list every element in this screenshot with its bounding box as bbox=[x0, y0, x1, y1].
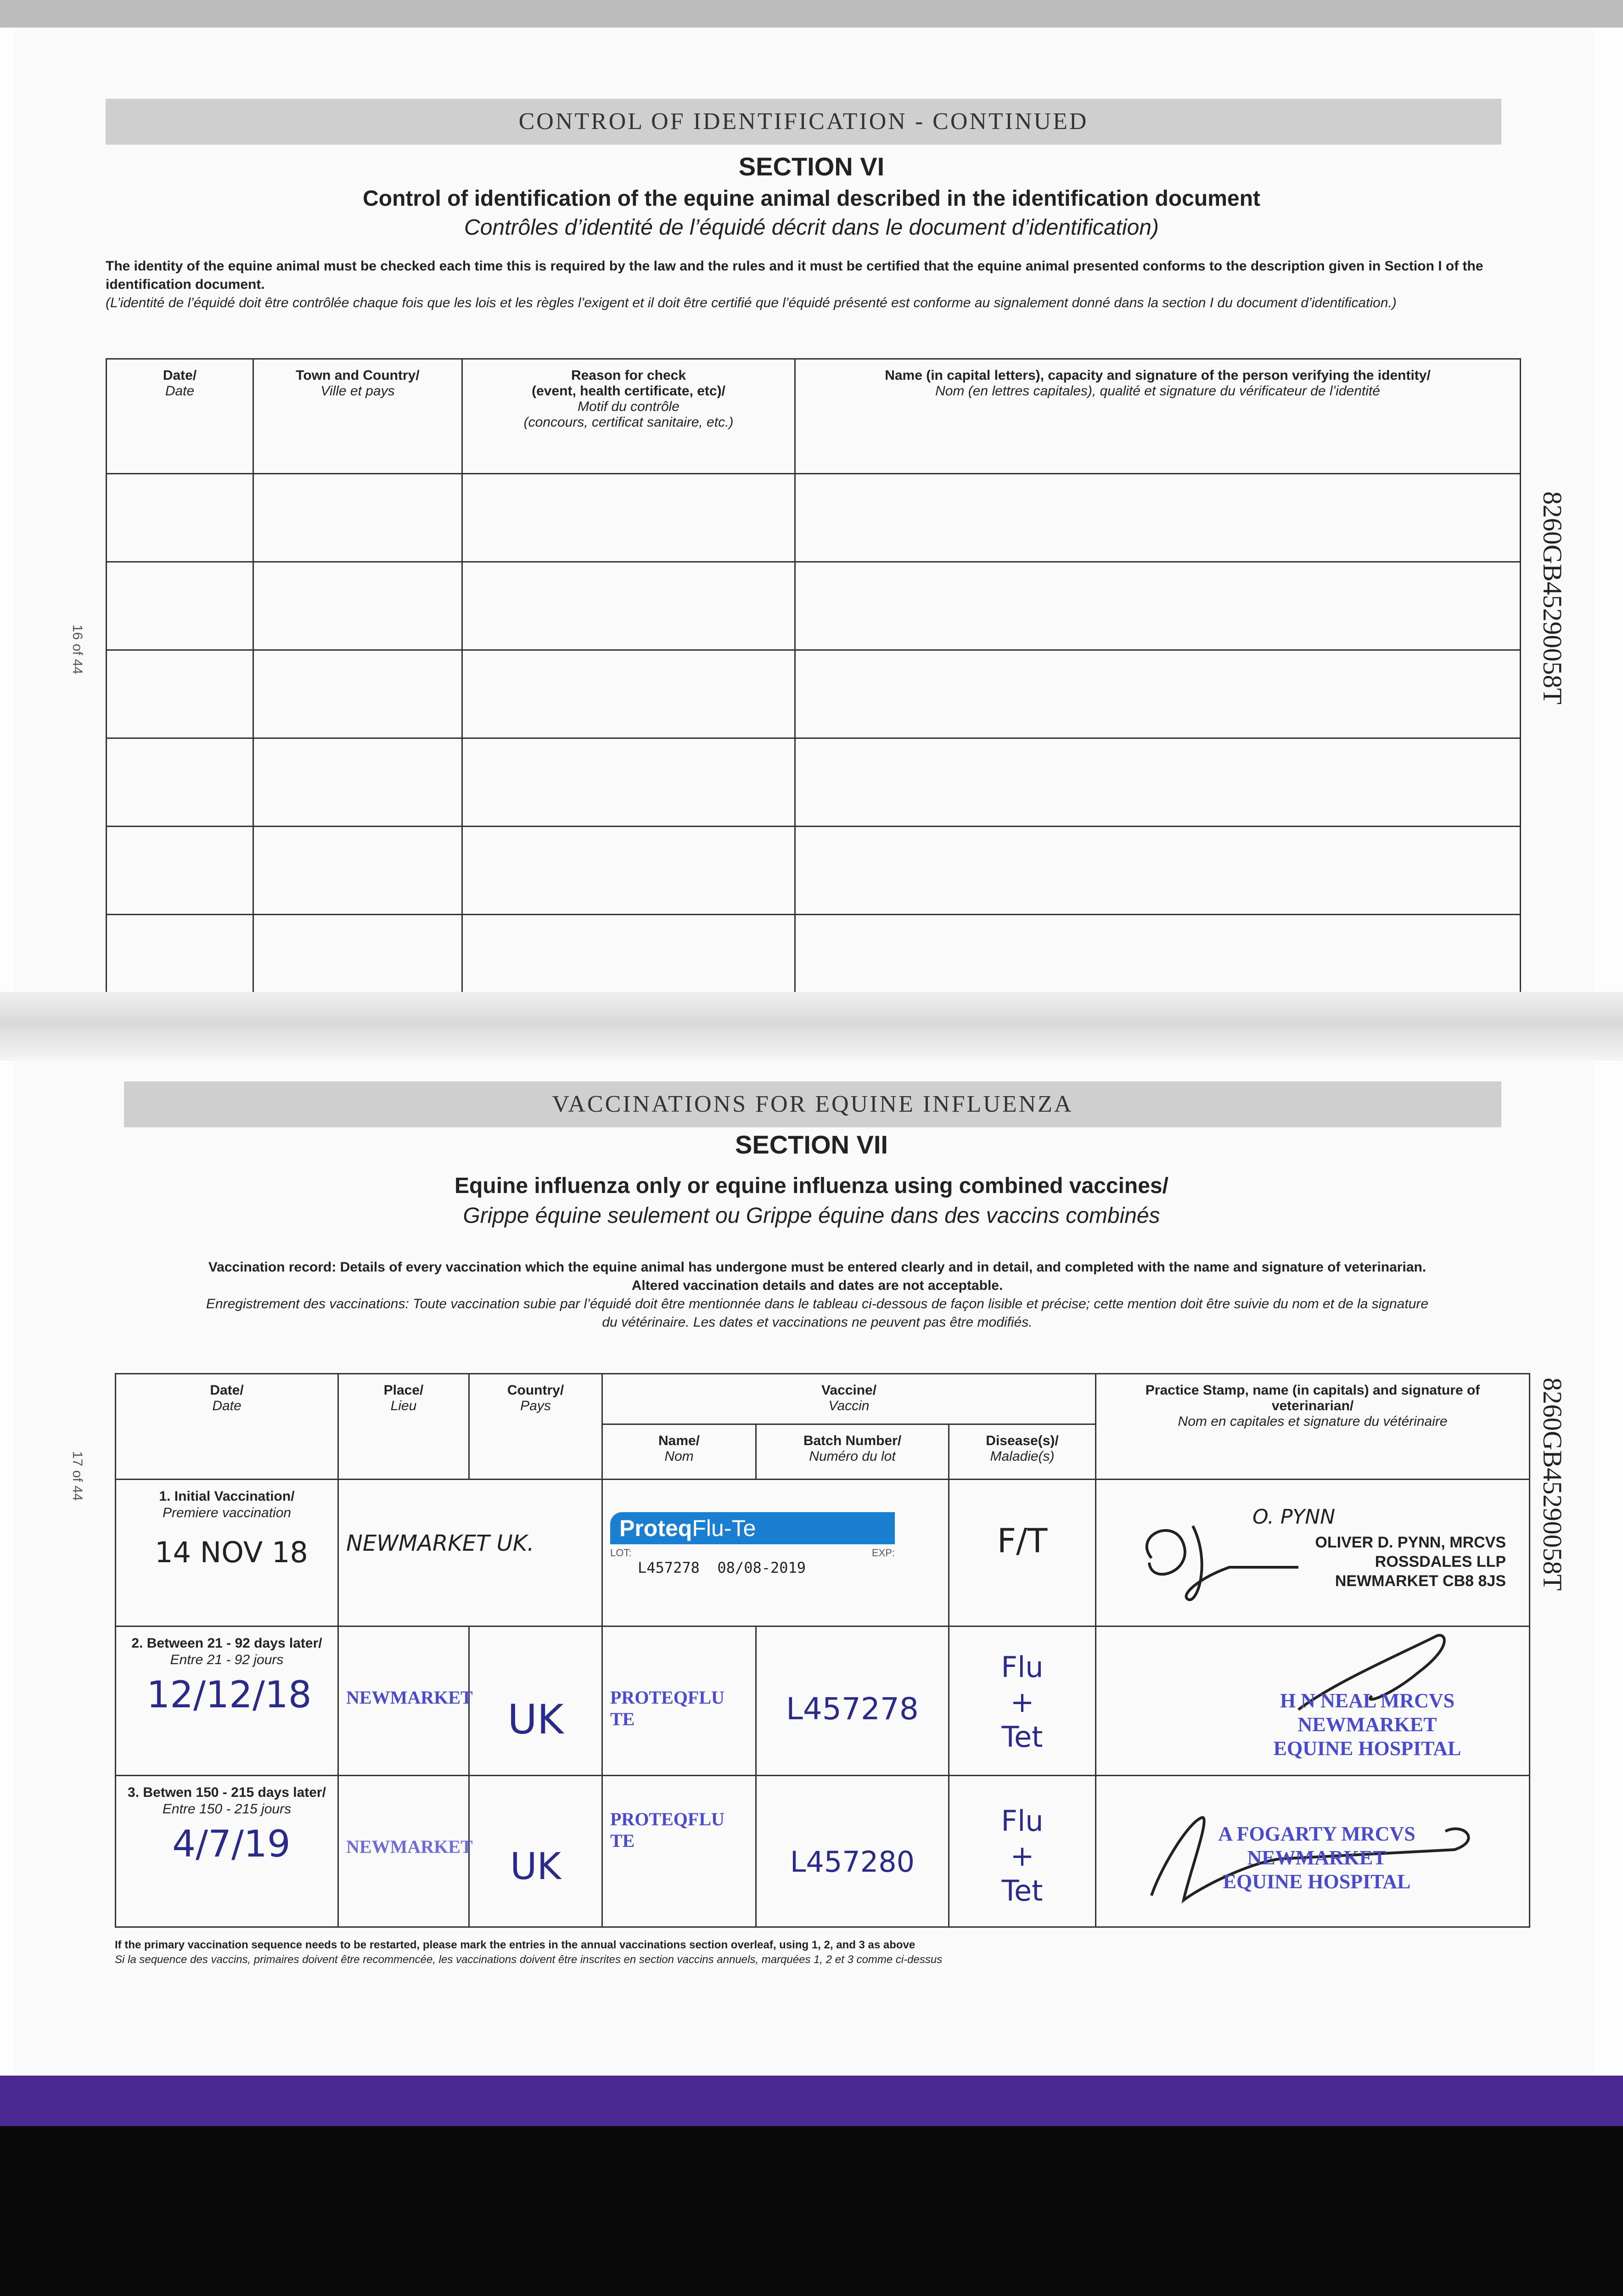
section-vi-intro bbox=[106, 257, 1501, 312]
row-2-country: UK bbox=[507, 1696, 564, 1743]
vaccination-row-3 bbox=[116, 1776, 1530, 1927]
intro-fr-1: Enregistrement des vaccinations: Toute vaccination subie par l’équidé doit être mentionnée dans le tableau ci-dessous de façon lisible et précise; cette mention doit être suivie du nom et de la signature bbox=[206, 1296, 1429, 1311]
row-3-date: 4/7/19 bbox=[172, 1823, 291, 1865]
intro-fr: (L’identité de l’équidé doit être contrôlée chaque fois que les lois et les règles l’exigent et il doit être certifié que l’équidé présenté est conforme au signalement donné dans la section I du document d’identification.) bbox=[106, 295, 1397, 310]
page-top-edge bbox=[0, 0, 1623, 28]
col-date: Date/ Date bbox=[116, 1374, 338, 1480]
col-place: Place/ Lieu bbox=[338, 1374, 469, 1480]
page-number-17: 17 of 44 bbox=[70, 1451, 85, 1501]
row-1-stamp-cell bbox=[1096, 1480, 1530, 1626]
row-1-signed-name: O. PYNN bbox=[1252, 1505, 1336, 1529]
row-1-place-cell bbox=[338, 1480, 602, 1626]
row-3-batch-cell bbox=[756, 1776, 949, 1927]
cover-edge bbox=[0, 2076, 1623, 2126]
row-3-disease: Flu + Tet bbox=[1001, 1804, 1044, 1908]
row-2-stamp: H N NEAL MRCVS NEWMARKET EQUINE HOSPITAL bbox=[1273, 1689, 1461, 1760]
scan-background bbox=[0, 2126, 1623, 2296]
identity-table-header bbox=[107, 359, 1521, 474]
section-vi-banner: CONTROL OF IDENTIFICATION - CONTINUED bbox=[106, 99, 1501, 145]
row-3-stamp: A FOGARTY MRCVS NEWMARKET EQUINE HOSPITAL bbox=[1218, 1823, 1415, 1893]
row-3-place-cell bbox=[338, 1776, 473, 1927]
section-vii-intro bbox=[110, 1258, 1524, 1332]
identity-row bbox=[107, 650, 1521, 738]
col-town-country: Town and Country/ Ville et pays bbox=[253, 359, 462, 474]
section-vii-title: SECTION VII bbox=[735, 1130, 888, 1159]
row-1-vaccine-sticker: ProteqFlu-Te LOT: EXP: L457278 08/08-2019 bbox=[602, 1480, 949, 1626]
col-disease: Disease(s)/ Maladie(s) bbox=[949, 1424, 1096, 1480]
intro-en-1: Vaccination record: Details of every vaccination which the equine animal has undergone must be entered clearly and in detail, and completed with the name and signature of veterinarian. bbox=[208, 1260, 1426, 1275]
col-date: Date/ Date bbox=[107, 359, 253, 474]
identity-row bbox=[107, 562, 1521, 650]
row-3-disease-cell bbox=[949, 1776, 1096, 1927]
row-1-place: NEWMARKET UK. bbox=[346, 1531, 534, 1556]
row-2-date-cell bbox=[116, 1626, 338, 1776]
intro-en: The identity of the equine animal must be checked each time this is required by the law and the rules and it must be certified that the equine animal presented conforms to the description given in Section I of the identification document. bbox=[106, 259, 1483, 292]
vaccination-row-1 bbox=[116, 1480, 1530, 1626]
row-2-country-cell bbox=[469, 1626, 602, 1776]
col-reason: Reason for check (event, health certificate, etc)/ Motif du contrôle (concours, certificat sanitaire, etc.) bbox=[462, 359, 795, 474]
row-3-label-fr: Entre 150 - 215 jours bbox=[162, 1801, 292, 1817]
section-vi-title: SECTION VI bbox=[738, 152, 885, 181]
col-batch-number: Batch Number/ Numéro du lot bbox=[756, 1424, 949, 1480]
identity-row bbox=[107, 474, 1521, 562]
row-2-batch-cell bbox=[756, 1626, 949, 1776]
identity-row bbox=[107, 738, 1521, 827]
section-vii-banner: VACCINATIONS FOR EQUINE INFLUENZA bbox=[124, 1081, 1501, 1127]
row-1-disease: F/T bbox=[997, 1521, 1048, 1560]
footnote-en: If the primary vaccination sequence needs to be restarted, please mark the entries in the annual vaccinations section overleaf, using 1, 2, and 3 as above bbox=[115, 1939, 915, 1951]
intro-fr-2: du vétérinaire. Les dates et vaccinations ne peuvent pas être modifiés. bbox=[602, 1315, 1033, 1330]
row-1-label-fr: Premiere vaccination bbox=[162, 1505, 292, 1520]
row-2-vaccine-name: PROTEQFLU TE bbox=[610, 1687, 724, 1729]
page-number-16: 16 of 44 bbox=[70, 625, 85, 675]
book-spine bbox=[0, 992, 1623, 1061]
row-3-country: UK bbox=[510, 1845, 561, 1888]
row-1-label: 1. Initial Vaccination/ bbox=[159, 1489, 295, 1504]
row-2-disease-cell bbox=[949, 1626, 1096, 1776]
row-3-stamp-cell bbox=[1096, 1776, 1530, 1927]
col-vaccine-name: Name/ Nom bbox=[602, 1424, 756, 1480]
section-vii-heading-en: Equine influenza only or equine influenza using combined vaccines/ bbox=[455, 1174, 1168, 1198]
row-2-label-fr: Entre 21 - 92 jours bbox=[170, 1652, 284, 1667]
row-1-stamp: OLIVER D. PYNN, MRCVS ROSSDALES LLP NEWMARKET CB8 8JS bbox=[1315, 1534, 1506, 1590]
row-1-date: 14 NOV 18 bbox=[155, 1536, 308, 1569]
row-1-disease-cell bbox=[949, 1480, 1096, 1626]
intro-en-2: Altered vaccination details and dates are not acceptable. bbox=[631, 1278, 1003, 1293]
identity-check-table bbox=[106, 358, 1521, 1002]
row-2-stamp-cell bbox=[1096, 1626, 1530, 1776]
vaccination-footnote bbox=[115, 1938, 1529, 1967]
row-3-country-cell bbox=[469, 1776, 602, 1927]
section-vi-heading-fr: Contrôles d’identité de l’équidé décrit dans le document d’identification) bbox=[464, 215, 1159, 240]
row-3-label: 3. Betwen 150 - 215 days later/ bbox=[128, 1785, 326, 1800]
section-vii-heading-fr: Grippe équine seulement ou Grippe équine dans des vaccins combinés bbox=[463, 1204, 1160, 1228]
proteq-sticker: ProteqFlu-Te bbox=[610, 1512, 895, 1544]
passport-id-upper: 8260GB45290058T bbox=[1538, 491, 1567, 704]
vaccination-row-2 bbox=[116, 1626, 1530, 1776]
footnote-fr: Si la sequence des vaccins, primaires doivent être recommencée, les vaccinations doivent être inscrites en section vaccins annuels, marquées 1, 2 et 3 comme ci-dessus bbox=[115, 1953, 943, 1966]
row-2-batch: L457278 bbox=[786, 1691, 919, 1727]
row-1-batch: L457278 bbox=[638, 1559, 700, 1576]
vaccination-table-header bbox=[116, 1374, 1530, 1424]
row-2-date: 12/12/18 bbox=[146, 1673, 312, 1716]
row-2-place: NEWMARKET bbox=[346, 1687, 473, 1708]
col-verifier: Name (in capital letters), capacity and signature of the person verifying the identity/ Nom (en lettres capitales), qualité et signature du vérificateur de l’identité bbox=[795, 359, 1521, 474]
row-2-disease: Flu + Tet bbox=[1001, 1650, 1044, 1754]
row-3-batch: L457280 bbox=[790, 1845, 915, 1879]
row-3-place: NEWMARKET bbox=[346, 1836, 473, 1857]
row-2-label: 2. Between 21 - 92 days later/ bbox=[131, 1636, 322, 1651]
row-3-vaccine-cell bbox=[602, 1776, 756, 1927]
col-vaccine: Vaccine/ Vaccin bbox=[602, 1374, 1096, 1424]
col-practice-stamp: Practice Stamp, name (in capitals) and signature of veterinarian/ Nom en capitales et signature du vétérinaire bbox=[1096, 1374, 1530, 1480]
identity-row bbox=[107, 827, 1521, 915]
row-3-vaccine-name: PROTEQFLU TE bbox=[610, 1809, 724, 1851]
row-1-date-cell bbox=[116, 1480, 338, 1626]
passport-id-lower: 8260GB45290058T bbox=[1538, 1378, 1567, 1591]
section-vi-heading-en: Control of identification of the equine animal described in the identification document bbox=[363, 186, 1260, 211]
row-1-expiry: 08/08-2019 bbox=[717, 1559, 806, 1576]
identity-row bbox=[107, 915, 1521, 1002]
row-2-vaccine-cell bbox=[602, 1626, 756, 1776]
row-3-date-cell bbox=[116, 1776, 338, 1927]
vaccination-table bbox=[115, 1373, 1530, 1928]
row-2-place-cell bbox=[338, 1626, 473, 1776]
col-country: Country/ Pays bbox=[469, 1374, 602, 1480]
